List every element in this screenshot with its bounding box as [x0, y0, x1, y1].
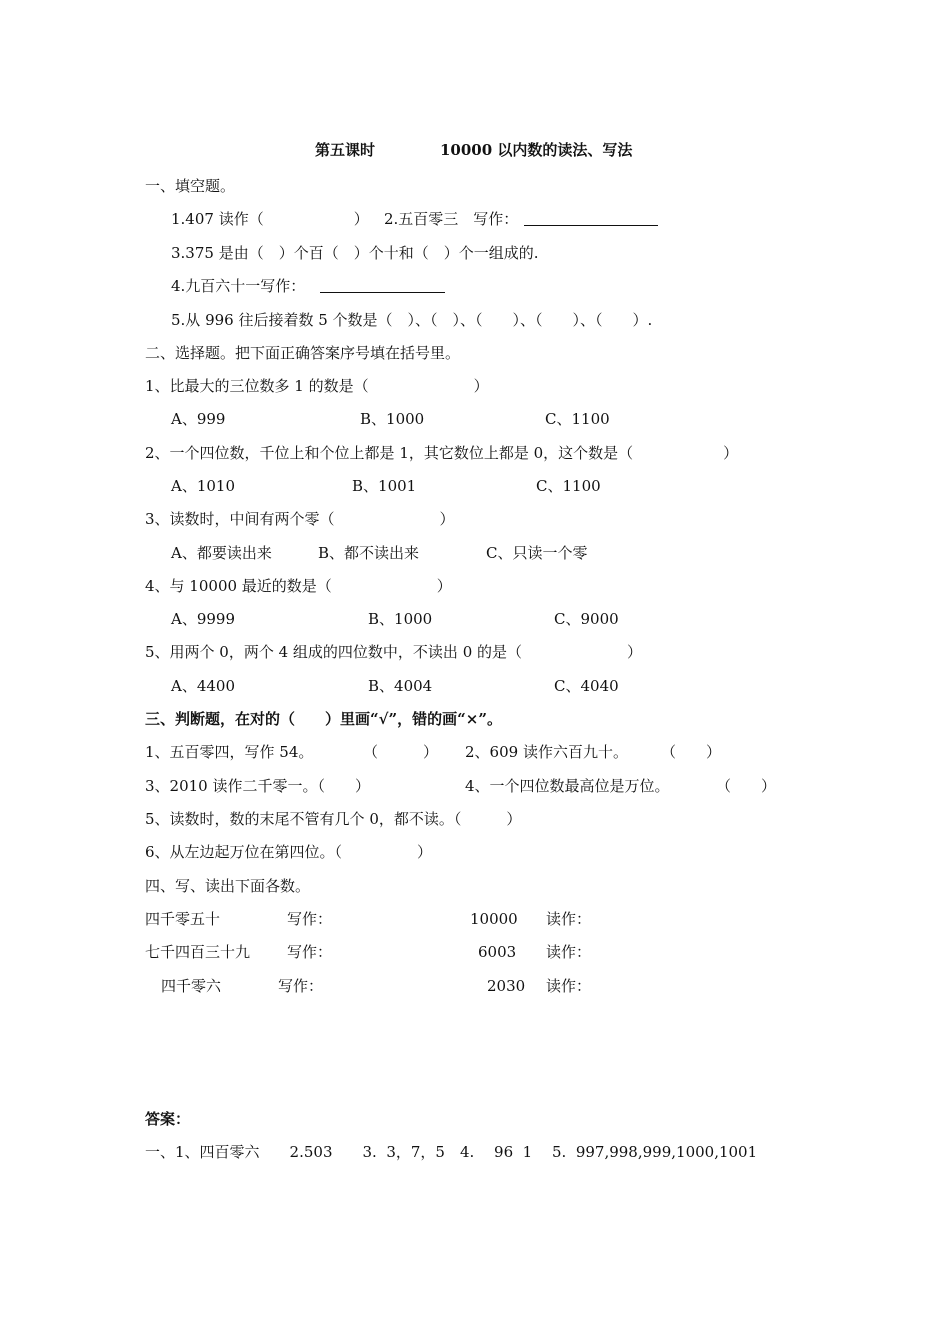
question-1-2: 2.五百零三 写作：: [384, 210, 519, 228]
answer-blank: [524, 211, 658, 226]
choice-option-b: B、1001: [352, 477, 417, 495]
judge-question-1: 1、五百零四，写作 54。: [145, 743, 314, 761]
judge-question-5: 5、读数时，数的末尾不管有几个 0，都不读。（ ）: [145, 810, 522, 828]
choice-question-stem: 2、一个四位数，千位上和个位上都是 1，其它数位上都是 0，这个数是（ ）: [145, 444, 739, 462]
choice-option-b: B、4004: [368, 677, 433, 695]
judge-question-3: 3、2010 读作二千零一。（ ）: [145, 777, 370, 795]
judge-question-2: 2、609 读作六百九十。: [465, 743, 628, 761]
lesson-label: 第五课时: [315, 141, 376, 159]
judge-paren-2: （ ）: [661, 743, 722, 761]
judge-question-4: 4、一个四位数最高位是万位。: [465, 777, 670, 795]
number-words: 四千零五十: [145, 910, 221, 928]
write-label: 写作：: [278, 977, 324, 995]
read-label: 读作：: [546, 910, 592, 928]
number-words: 四千零六: [161, 977, 222, 995]
choice-option-a: A、1010: [171, 477, 236, 495]
answers-heading: 答案：: [145, 1110, 191, 1128]
write-label: 写作：: [287, 943, 333, 961]
number-digits: 2030: [487, 977, 526, 995]
choice-question-stem: 1、比最大的三位数多 1 的数是（ ）: [145, 377, 489, 395]
section1-heading: 一、填空题。: [145, 177, 236, 195]
choice-option-c: C、只读一个零: [486, 544, 588, 562]
choice-question-stem: 4、与 10000 最近的数是（ ）: [145, 577, 452, 595]
judge-question-6: 6、从左边起万位在第四位。（ ）: [145, 843, 433, 861]
question-1-1: 1.407 读作（ ）: [171, 210, 369, 228]
read-label: 读作：: [546, 943, 592, 961]
choice-option-a: A、都要读出来: [171, 544, 272, 562]
choice-option-b: B、1000: [360, 410, 425, 428]
write-label: 写作：: [287, 910, 333, 928]
choice-option-a: A、999: [171, 410, 226, 428]
choice-option-c: C、9000: [554, 610, 619, 628]
read-label: 读作：: [546, 977, 592, 995]
judge-paren-1: （ ）: [363, 743, 439, 761]
choice-option-a: A、4400: [171, 677, 236, 695]
number-words: 七千四百三十九: [145, 943, 251, 961]
choice-option-c: C、1100: [545, 410, 610, 428]
number-digits: 6003: [478, 943, 517, 961]
choice-option-c: C、1100: [536, 477, 601, 495]
judge-paren-4: （ ）: [716, 777, 777, 795]
choice-question-stem: 5、用两个 0，两个 4 组成的四位数中，不读出 0 的是（ ）: [145, 643, 643, 661]
question-1-5: 5.从 996 往后接着数 5 个数是（ ）、（ ）、（ ）、（ ）、（ ）.: [171, 311, 653, 329]
choice-option-a: A、9999: [171, 610, 236, 628]
number-digits: 10000: [470, 910, 518, 928]
section3-heading: 三、判断题，在对的（ ）里画“√”，错的画“×”。: [145, 710, 502, 728]
question-1-4: 4.九百六十一写作：: [171, 277, 306, 295]
choice-option-c: C、4040: [554, 677, 619, 695]
page-title: 10000 以内数的读法、写法: [440, 141, 633, 159]
choice-option-b: B、1000: [368, 610, 433, 628]
choice-option-b: B、都不读出来: [318, 544, 420, 562]
question-1-3: 3.375 是由（ ）个百（ ）个十和（ ）个一组成的.: [171, 244, 539, 262]
answer-blank: [320, 278, 445, 293]
choice-question-stem: 3、读数时，中间有两个零（ ）: [145, 510, 455, 528]
section2-heading: 二、选择题。把下面正确答案序号填在括号里。: [145, 344, 461, 362]
answers-line: 一、1、四百零六 2.503 3. 3，7，5 4. 96 1 5. 997,998,999,1000,1001: [145, 1143, 758, 1161]
section4-heading: 四、写、读出下面各数。: [145, 877, 311, 895]
